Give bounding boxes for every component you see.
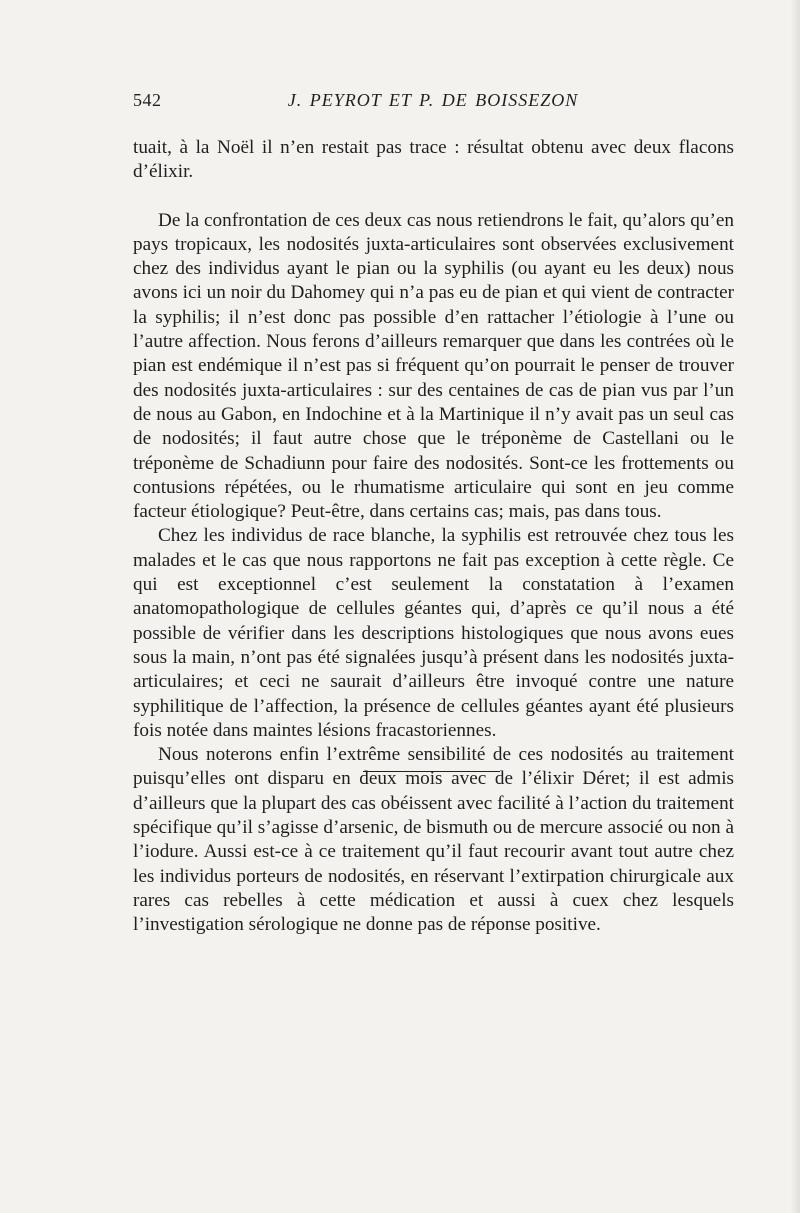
paragraph: De la confrontation de ces deux cas nous retiendrons le fait, qu’alors qu’en pays tropicaux, les nodosités juxta-articulaires sont observées exclusivement chez des individus ayant le pian ou la syphilis (ou ayant eu les deux) nous avons ici un noir du Dahomey qui n’a pas eu de pian et qui vient de contracter la syphilis; il n’est donc pas possible d’en rattacher l’étiologie à l’une ou l’autre affection. Nous ferons d’ailleurs remarquer que dans les contrées où le pian est endémique il n’est pas si fréquent qu’on pourrait le penser de trouver des nodosités juxta-articulaires : sur des centaines de cas de pian vus par l’un de nous au Gabon, en Indochine et à la Martinique il n’y avait pas un seul cas de nodosités; il faut autre chose que le tréponème de Castellani ou le tréponème de Schadiunn pour faire des nodosités. Sont-ce les frottements ou contusions répétées, ou le rhumatisme articulaire qui sont en jeu comme facteur étiologique? Peut-être, dans certains cas; mais, pas dans tous. bbox=[133, 209, 734, 523]
paragraph-continuation: tuait, à la Noël il n’en restait pas trace : résultat obtenu avec deux flacons d’élixir. bbox=[133, 137, 734, 183]
paragraph: Nous noterons enfin l’extrême sensibilité de ces nodosités au traitement puisqu’elles ont disparu en deux mois avec de l’élixir Déret; il est admis d’ailleurs que la plupart des cas obéissent avec facilité à l’action du traitement spécifique qu’il s’agisse d’arsenic, de bismuth ou de mercure associé ou non à l’iodure. Aussi est-ce à ce traitement qu’il faut recourir avant tout autre chez les individus porteurs de nodosités, en réservant l’extirpation chirurgicale aux rares cas rebelles à cette médication et aussi à cuex chez lesquels l’investigation sérologique ne donne pas de réponse positive. bbox=[133, 744, 734, 936]
running-head: J. PEYROT ET P. DE BOISSEZON bbox=[287, 90, 579, 110]
body-text bbox=[133, 136, 734, 938]
closing-rule bbox=[363, 771, 500, 772]
page-number: 542 bbox=[133, 90, 162, 110]
page-edge-shadow bbox=[790, 0, 800, 1213]
page-header bbox=[133, 86, 734, 116]
paragraph: Chez les individus de race blanche, la syphilis est retrouvée chez tous les malades et le cas que nous rapportons ne fait pas exception à cette règle. Ce qui est exceptionnel c’est seulement la constatation à l’examen anatomopathologique de cellules géantes qui, d’après ce qu’il nous a été possible de vérifier dans les descriptions histologiques que nous avons eues sous la main, n’ont pas été signalées jusqu’à présent dans les nodosités juxta-articulaires; et ceci ne saurait d’ailleurs être invoqué contre une nature syphilitique de l’affection, la présence de cellules géantes ayant été plusieurs fois notée dans maintes lésions fracastoriennes. bbox=[133, 525, 734, 741]
